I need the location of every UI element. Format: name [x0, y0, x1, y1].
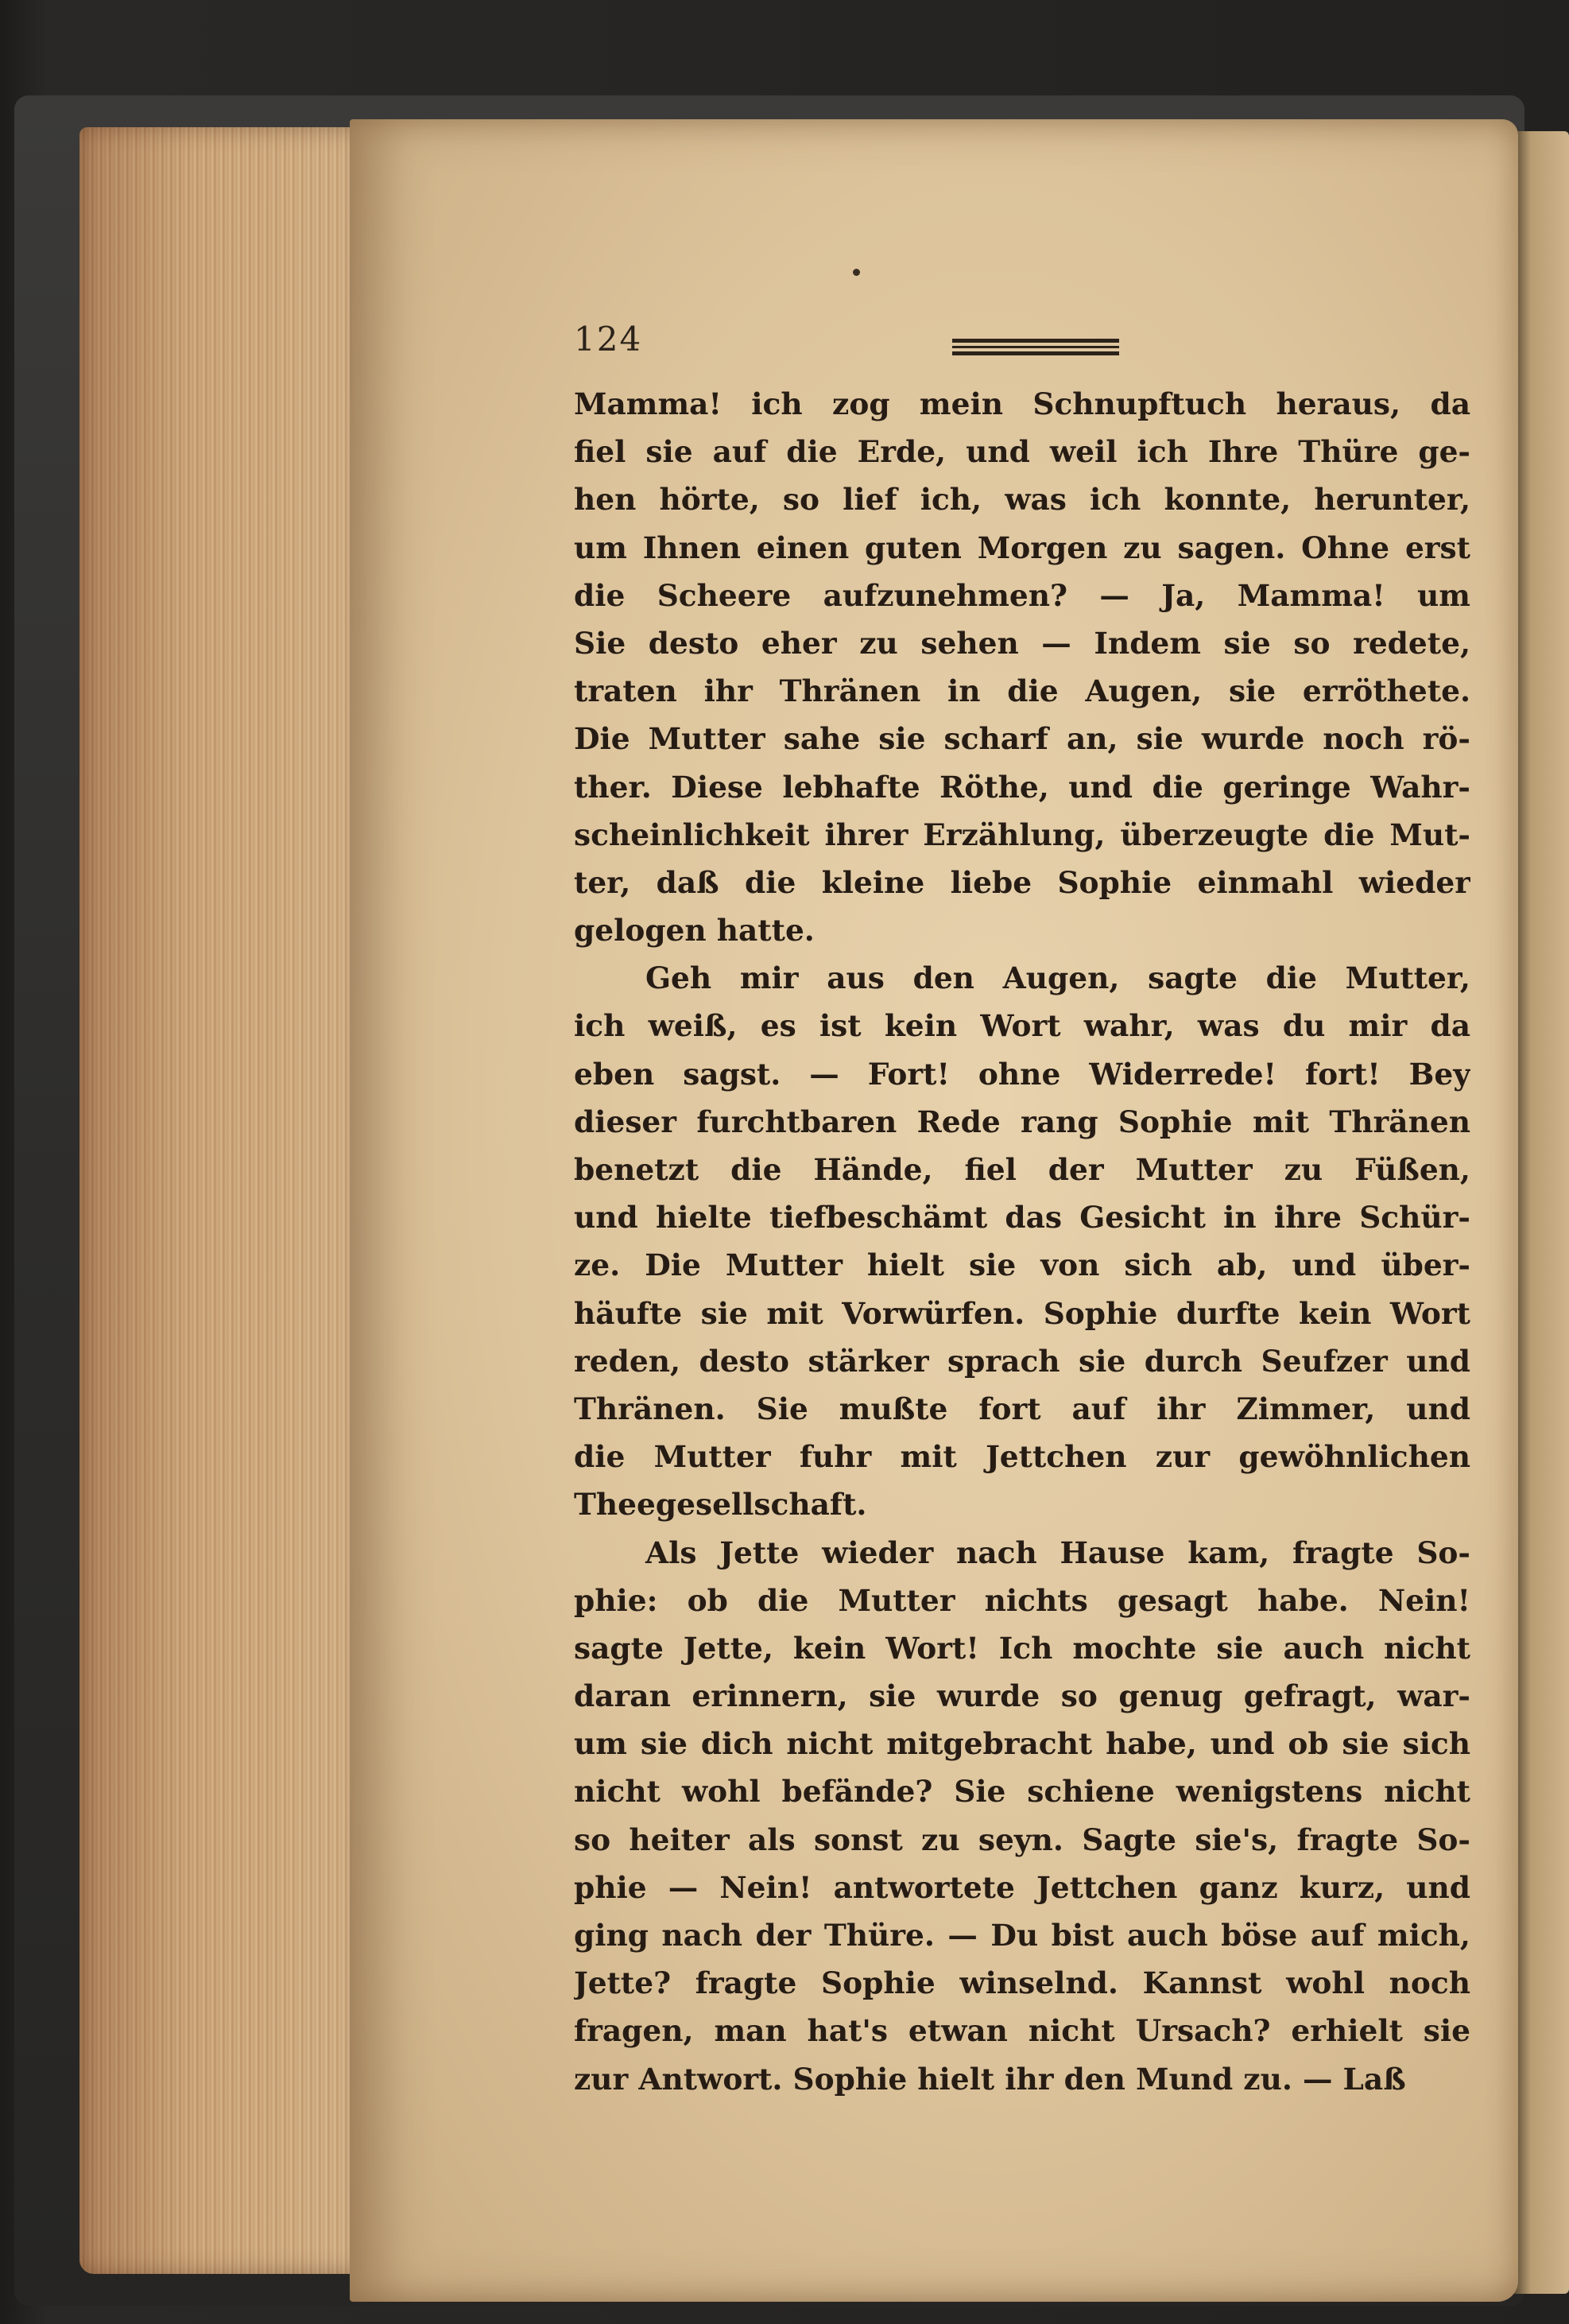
page-edges: [79, 127, 366, 2274]
text-line: scheinlichkeit ihrer Erzählung, überzeugte die Mut-: [574, 817, 1470, 852]
text-line: so heiter als sonst zu seyn. Sagte sie's, fragte So-: [574, 1822, 1470, 1857]
text-line: zur Antwort. Sophie hielt ihr den Mund zu. — Laß: [574, 2061, 1406, 2097]
text-line: hen hörte, so lief ich, was ich konnte, herunter,: [574, 482, 1470, 518]
text-line: die Scheere aufzunehmen? — Ja, Mamma! um: [574, 577, 1470, 613]
text-line: Theegesellschaft.: [574, 1487, 867, 1523]
text-line: eben sagst. — Fort! ohne Widerrede! fort! Bey: [574, 1056, 1470, 1092]
text-line: um sie dich nicht mitgebracht habe, und ob sie sich: [574, 1726, 1470, 1762]
text-line: benetzt die Hände, fiel der Mutter zu Füßen,: [574, 1152, 1470, 1187]
text-line: ich weiß, es ist kein Wort wahr, was du mir da: [574, 1008, 1470, 1044]
text-line: reden, desto stärker sprach sie durch Seufzer und: [574, 1343, 1470, 1379]
text-line: nicht wohl befände? Sie schiene wenigstens nicht: [574, 1774, 1470, 1810]
text-line: phie: ob die Mutter nichts gesagt habe. Nein!: [574, 1582, 1470, 1618]
next-page-edge: [1514, 131, 1569, 2294]
page-number: 124: [574, 320, 643, 359]
text-line: fiel sie auf die Erde, und weil ich Ihre Thüre ge-: [574, 434, 1470, 470]
ink-dot: [853, 269, 860, 276]
text-line: phie — Nein! antwortete Jettchen ganz kurz, und: [574, 1869, 1470, 1905]
text-line: ging nach der Thüre. — Du bist auch böse auf mich,: [574, 1918, 1470, 1953]
text-line: ze. Die Mutter hielt sie von sich ab, und über-: [574, 1247, 1470, 1283]
text-line: ter, daß die kleine liebe Sophie einmahl wieder: [574, 864, 1470, 900]
text-line: fragen, man hat's etwan nicht Ursach? erhielt sie: [574, 2013, 1470, 2049]
text-line: Thränen. Sie mußte fort auf ihr Zimmer, und: [574, 1391, 1470, 1426]
text-line: traten ihr Thränen in die Augen, sie erröthete.: [574, 673, 1470, 709]
text-line: Jette? fragte Sophie winselnd. Kannst wohl noch: [574, 1965, 1470, 2001]
text-line: daran erinnern, sie wurde so genug gefragt, war-: [574, 1678, 1470, 1714]
header-rule: [952, 339, 1119, 356]
text-line: und hielte tiefbeschämt das Gesicht in ihre Schür-: [574, 1200, 1470, 1236]
text-line: dieser furchtbaren Rede rang Sophie mit Thränen: [574, 1104, 1470, 1139]
text-line: gelogen hatte.: [574, 913, 815, 949]
text-line: häufte sie mit Vorwürfen. Sophie durfte kein Wort: [574, 1295, 1470, 1331]
text-line: Als Jette wieder nach Hause kam, fragte So-: [645, 1534, 1470, 1570]
text-line: Geh mir aus den Augen, sagte die Mutter,: [645, 960, 1470, 996]
text-line: um Ihnen einen guten Morgen zu sagen. Ohne erst: [574, 530, 1470, 565]
page-text: [574, 380, 1470, 2103]
text-line: Sie desto eher zu sehen — Indem sie so redete,: [574, 625, 1470, 661]
text-line: sagte Jette, kein Wort! Ich mochte sie auch nicht: [574, 1630, 1470, 1666]
text-line: Mamma! ich zog mein Schnupftuch heraus, da: [574, 386, 1470, 421]
text-line: die Mutter fuhr mit Jettchen zur gewöhnlichen: [574, 1439, 1470, 1475]
text-line: ther. Diese lebhafte Röthe, und die geringe Wahr-: [574, 769, 1470, 805]
text-line: Die Mutter sahe sie scharf an, sie wurde noch rö-: [574, 721, 1470, 757]
